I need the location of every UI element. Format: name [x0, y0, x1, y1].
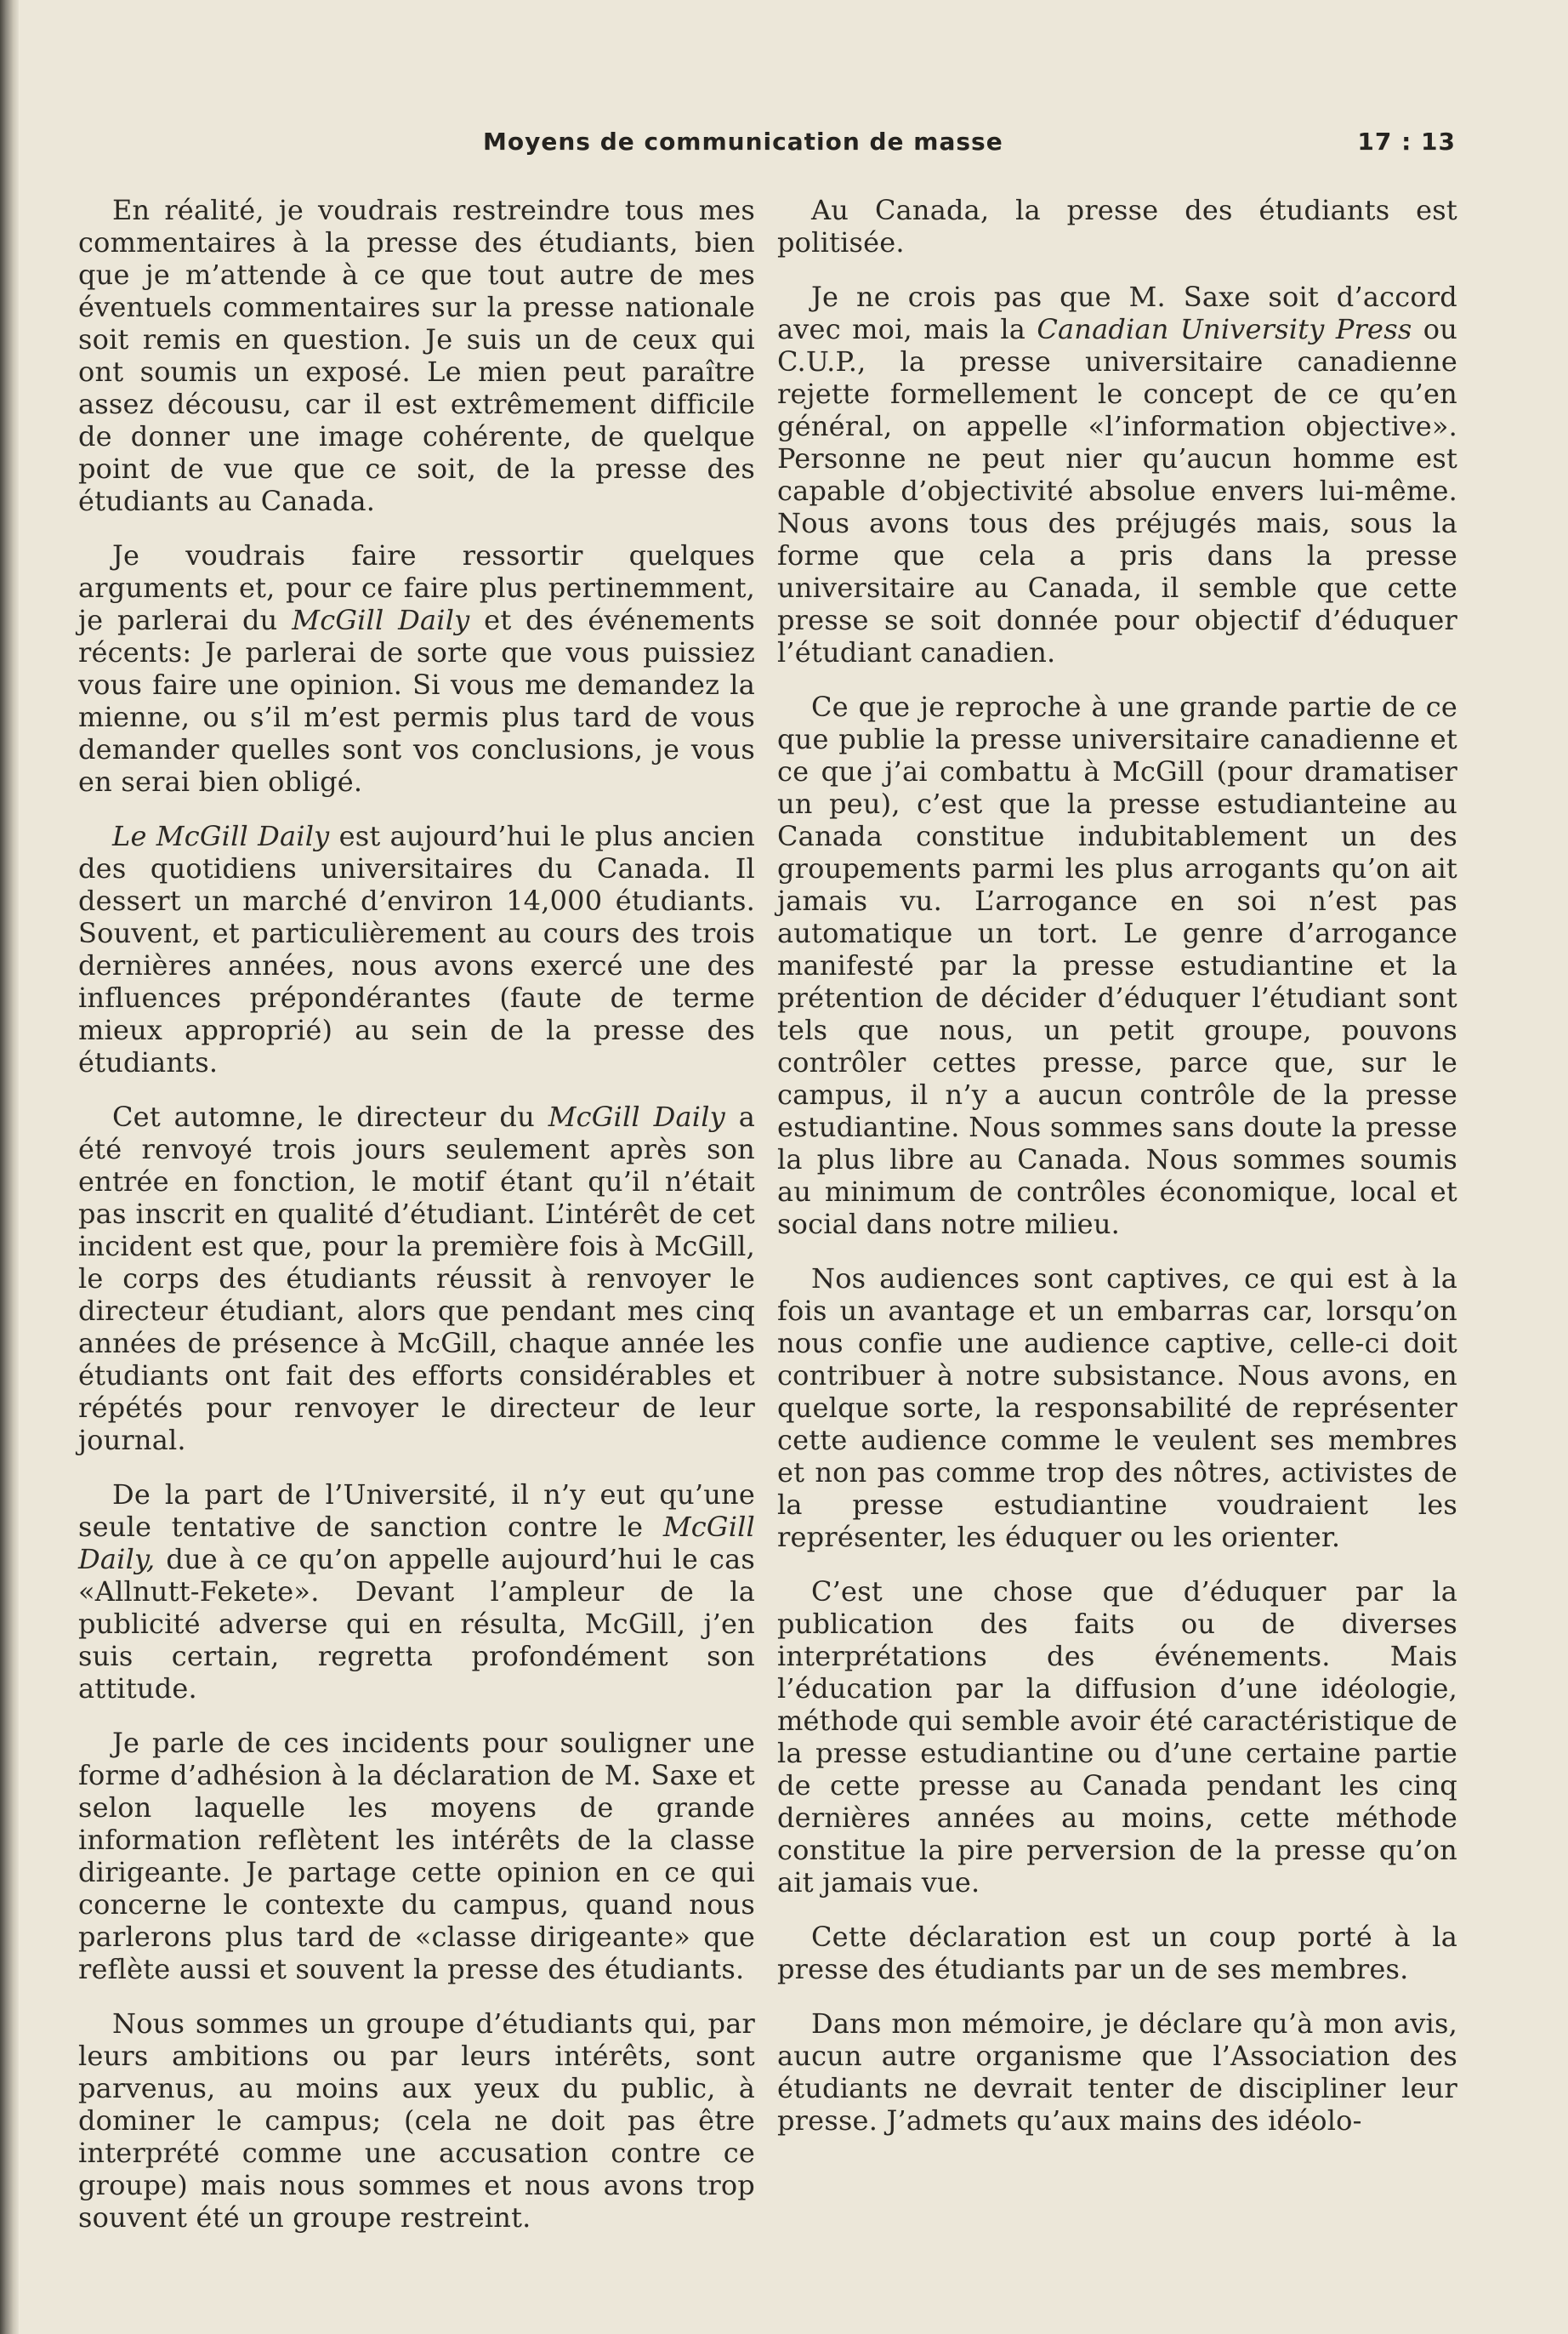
italic-title: McGill Daily — [548, 1101, 725, 1133]
paragraph-text: Ce que je reproche à une grande partie de ce que publie la presse universitaire canadienne et ce que j’ai combattu à McGill (pour dramatiser un peu), c’est que la presse estudianteine au Canada constitue indubitablement un des groupements parmi les plus arrogants qu’on ait jamais vu. L’arrogance en soi n’est pas automatique un tort. Le genre d’arrogance manifesté par la presse estudiantine et la prétention de décider d’éduquer l’étudiant sont tels que nous, un petit groupe, pouvons contrôler cettes presse, parce que, sur le campus, il n’y a aucun contrôle de la presse estudiantine. Nous sommes sans doute la presse la plus libre au Canada. Nous sommes soumis au minimum de contrôles économique, local et social dans notre milieu. — [777, 691, 1457, 1240]
paragraph-text: et des événements récents: Je parlerai de sorte que vous puissiez vous faire une opinion. Si vous me demandez la mienne, ou s’il m’est permis plus tard de vous demander quelles sont vos conclusions, je vous en serai bien obligé. — [78, 604, 755, 798]
paragraph — [777, 2007, 1457, 2137]
paragraph-text: ou C.U.P., la presse universitaire canadienne rejette formellement le concept de ce qu’en général, on appelle «l’information objective». Personne ne peut nier qu’aucun homme est capable d’objectivité absolue envers lui-même. Nous avons tous des préjugés mais, sous la forme que cela a pris dans la presse universitaire au Canada, il semble que cette presse se soit donnée pour objectif d’éduquer l’étudiant canadien. — [777, 313, 1457, 669]
paragraph — [777, 194, 1457, 259]
paragraph — [78, 194, 755, 517]
paragraph — [78, 820, 755, 1079]
paragraph — [78, 1478, 755, 1705]
paragraph — [78, 2007, 755, 2234]
paragraph — [78, 1101, 755, 1456]
header-title: Moyens de communication de masse — [483, 128, 1003, 156]
book-binding-edge — [0, 0, 19, 2334]
paragraph-text: Je ne crois pas que M. Saxe soit d’accord avec moi, mais la — [777, 281, 1457, 345]
paragraph-text: C’est une chose que d’éduquer par la publication des faits ou de diverses interprétations des événements. Mais l’éducation par la diffusion d’une idéologie, méthode qui semble avoir été caractéristique de la presse estudiantine ou d’une certaine partie de cette presse au Canada pendant les cinq dernières années au moins, cette méthode constitue la pire perversion de la presse qu’on ait jamais vue. — [777, 1575, 1457, 1899]
paragraph-text: est aujourd’hui le plus ancien des quotidiens universitaires du Canada. Il dessert un marché d’environ 14,000 étudiants. Souvent, et particulièrement au cours des trois dernières années, nous avons exercé une des influences prépondérantes (faute de terme mieux approprié) au sein de la presse des étudiants. — [78, 820, 756, 1079]
paragraph-text: Cette déclaration est un coup porté à la presse des étudiants par un de ses membres. — [777, 1921, 1457, 1985]
italic-title: McGill Daily — [292, 604, 470, 636]
italic-title: Le McGill Daily — [112, 820, 330, 852]
right-column — [777, 194, 1457, 2159]
running-header — [111, 124, 1456, 163]
paragraph-text: De la part de l’Université, il n’y eut qu’une seule tentative de sanction contre le — [78, 1478, 755, 1543]
paragraph-text: due à ce qu’on appelle aujourd’hui le cas «Allnutt-Fekete». Devant l’ampleur de la publicité adverse qui en résulta, McGill, j’en suis certain, regretta profondément son attitude. — [78, 1543, 755, 1705]
italic-title: McGill Daily, — [78, 1511, 755, 1575]
left-column — [78, 194, 755, 2256]
paragraph-text: a été renvoyé trois jours seulement après son entrée en fonction, le motif étant qu’il n’était pas inscrit en qualité d’étudiant. L’intérêt de cet incident est que, pour la première fois à McGill, le corps des étudiants réussit à renvoyer le directeur étudiant, alors que pendant mes cinq années de présence à McGill, chaque année les étudiants ont fait des efforts considérables et répétés pour renvoyer le directeur de leur journal. — [78, 1101, 755, 1456]
paragraph-text: Je voudrais faire ressortir quelques arguments et, pour ce faire plus pertinemment, je parlerai du — [78, 539, 755, 636]
italic-title: Canadian University Press — [1037, 313, 1412, 345]
page-number: 17 : 13 — [1357, 128, 1456, 156]
paragraph — [777, 281, 1457, 669]
paragraph — [777, 1575, 1457, 1899]
paragraph — [78, 539, 755, 798]
paragraph-text: Cet automne, le directeur du — [112, 1101, 548, 1133]
paragraph — [777, 1262, 1457, 1553]
paragraph-text: Dans mon mémoire, je déclare qu’à mon avis, aucun autre organisme que l’Association des étudiants ne devrait tenter de discipliner leur presse. J’admets qu’aux mains des idéolo- — [777, 2007, 1457, 2137]
paragraph-text: En réalité, je voudrais restreindre tous mes commentaires à la presse des étudiants, bien que je m’attende à ce que tout autre de mes éventuels commentaires sur la presse nationale soit remis en question. Je suis un de ceux qui ont soumis un exposé. Le mien peut paraître assez décousu, car il est extrêmement difficile de donner une image cohérente, de quelque point de vue que ce soit, de la presse des étudiants au Canada. — [78, 194, 755, 517]
paragraph-text: Nous sommes un groupe d’étudiants qui, par leurs ambitions ou par leurs intérêts, sont parvenus, au moins aux yeux du public, à dominer le campus; (cela ne doit pas être interprété comme une accusation contre ce groupe) mais nous sommes et nous avons trop souvent été un groupe restreint. — [78, 2007, 755, 2234]
paragraph — [777, 691, 1457, 1240]
paragraph — [777, 1921, 1457, 1985]
paragraph-text: Je parle de ces incidents pour souligner une forme d’adhésion à la déclaration de M. Saxe et selon laquelle les moyens de grande information reflètent les intérêts de la classe dirigeante. Je partage cette opinion en ce qui concerne le contexte du campus, quand nous parlerons plus tard de «classe dirigeante» que reflète aussi et souvent la presse des étudiants. — [78, 1727, 755, 1985]
paragraph-text: Au Canada, la presse des étudiants est politisée. — [777, 194, 1457, 259]
paragraph — [78, 1727, 755, 1985]
paragraph-text: Nos audiences sont captives, ce qui est à la fois un avantage et un embarras car, lorsqu’on nous confie une audience captive, celle-ci doit contribuer à notre subsistance. Nous avons, en quelque sorte, la responsabilité de représenter cette audience comme le veulent ses membres et non pas comme trop des nôtres, activistes de la presse estudiantine voudraient les représenter, les éduquer ou les orienter. — [777, 1262, 1457, 1553]
